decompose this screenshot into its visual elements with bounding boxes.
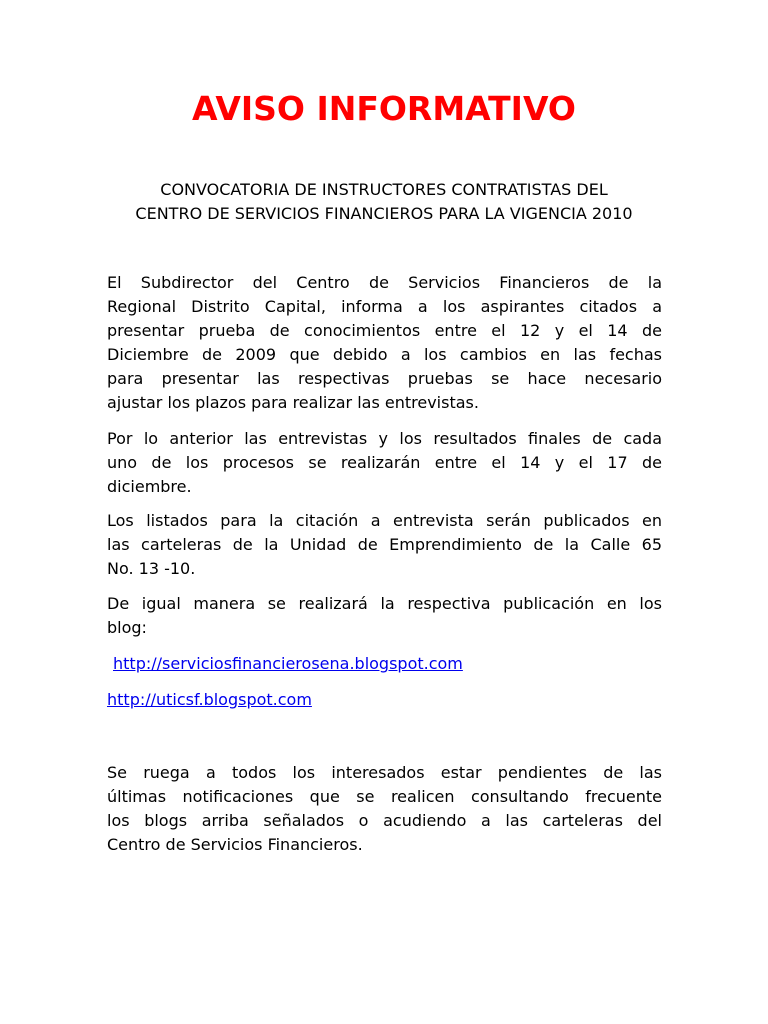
- paragraph-line: Se ruega a todos los interesados estar pendientes de las: [107, 763, 662, 782]
- subtitle: [80, 178, 688, 226]
- paragraph-line: Los listados para la citación a entrevista serán publicados en: [107, 511, 662, 530]
- paragraph-line: De igual manera se realizará la respectiva publicación en los: [107, 594, 662, 613]
- paragraph-line: los blogs arriba señalados o acudiendo a las carteleras del: [107, 811, 662, 830]
- paragraph-notice: [107, 271, 662, 415]
- blog-link-servicios-financieros[interactable]: http://serviciosfinancierosena.blogspot.com: [113, 654, 463, 673]
- subtitle-line: CONVOCATORIA DE INSTRUCTORES CONTRATISTAS DEL: [160, 180, 608, 199]
- subtitle-line: CENTRO DE SERVICIOS FINANCIEROS PARA LA VIGENCIA 2010: [135, 204, 633, 223]
- paragraph-blog: [107, 592, 662, 640]
- paragraph-line: presentar prueba de conocimientos entre el 12 y el 14 de: [107, 321, 662, 340]
- paragraph-line: las carteleras de la Unidad de Emprendimiento de la Calle 65: [107, 535, 662, 554]
- paragraph-line: Diciembre de 2009 que debido a los cambios en las fechas: [107, 345, 662, 364]
- paragraph-line: diciembre.: [107, 477, 192, 496]
- paragraph-listings: [107, 509, 662, 581]
- paragraph-line: Por lo anterior las entrevistas y los resultados finales de cada: [107, 429, 662, 448]
- paragraph-line: No. 13 -10.: [107, 559, 196, 578]
- paragraph-line: últimas notificaciones que se realicen consultando frecuente: [107, 787, 662, 806]
- page-title: AVISO INFORMATIVO: [192, 89, 576, 128]
- paragraph-line: ajustar los plazos para realizar las entrevistas.: [107, 393, 479, 412]
- paragraph-line: Regional Distrito Capital, informa a los aspirantes citados a: [107, 297, 662, 316]
- paragraph-line: blog:: [107, 618, 147, 637]
- paragraph-line: uno de los procesos se realizarán entre el 14 y el 17 de: [107, 453, 662, 472]
- paragraph-line: para presentar las respectivas pruebas se hace necesario: [107, 369, 662, 388]
- paragraph-interviews: [107, 427, 662, 499]
- paragraph-line: Centro de Servicios Financieros.: [107, 835, 363, 854]
- paragraph-line: El Subdirector del Centro de Servicios Financieros de la: [107, 273, 662, 292]
- blog-link-uticsf[interactable]: http://uticsf.blogspot.com: [107, 690, 312, 709]
- paragraph-closing: [107, 761, 662, 857]
